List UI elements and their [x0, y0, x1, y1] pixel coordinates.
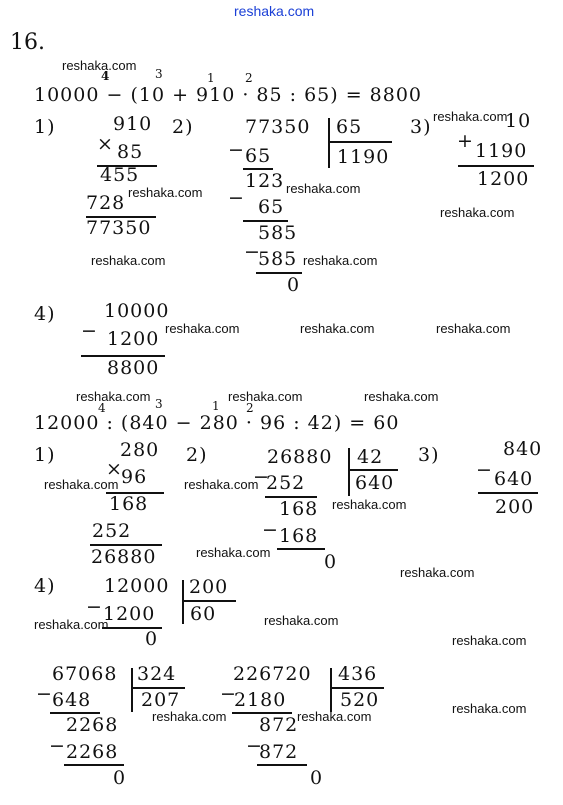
operand: 280 [120, 439, 160, 461]
difference: 8800 [107, 357, 160, 379]
partial-product: 455 [100, 164, 140, 186]
watermark: reshaka.com [152, 709, 227, 724]
minus-sign: − [228, 187, 245, 209]
watermark: reshaka.com [128, 185, 203, 200]
watermark: reshaka.com [228, 389, 303, 404]
division-row: 2268 [66, 714, 119, 736]
order-mark: 2 [246, 401, 254, 415]
divisor: 200 [189, 576, 229, 598]
operand: 10000 [104, 300, 170, 322]
divisor: 42 [357, 446, 384, 468]
watermark: reshaka.com [184, 477, 259, 492]
operand: 910 [113, 113, 153, 135]
order-mark: 3 [155, 67, 163, 81]
remainder: 0 [113, 767, 127, 789]
minus-sign: − [36, 683, 53, 705]
remainder: 0 [324, 551, 338, 573]
remainder: 0 [287, 274, 301, 296]
partial-product: 168 [109, 493, 149, 515]
minus-sign: − [81, 320, 98, 342]
operand: 640 [494, 468, 534, 490]
watermark: reshaka.com [264, 613, 339, 628]
division-row: 2180 [234, 689, 287, 711]
order-mark: 1 [212, 399, 220, 413]
operand: 1190 [475, 140, 528, 162]
plus-sign: + [457, 130, 474, 152]
difference: 200 [495, 496, 535, 518]
divisor: 324 [137, 663, 177, 685]
division-row: 252 [266, 472, 306, 494]
watermark: reshaka.com [76, 389, 151, 404]
expression: 12000 : (840 − 280 · 96 : 42) = 60 [34, 412, 400, 434]
watermark: reshaka.com [286, 181, 361, 196]
dividend: 67068 [52, 663, 118, 685]
operand: 96 [121, 466, 148, 488]
site-header[interactable]: reshaka.com [234, 3, 315, 19]
watermark: reshaka.com [452, 701, 527, 716]
minus-sign: − [86, 596, 103, 618]
division-row: 648 [52, 689, 92, 711]
division-row: 65 [258, 196, 285, 218]
division-row: 585 [258, 222, 298, 244]
remainder: 0 [310, 767, 324, 789]
order-mark: 2 [245, 71, 253, 85]
operand: 1200 [107, 328, 160, 350]
partial-product: 252 [92, 520, 132, 542]
minus-sign: − [244, 241, 261, 263]
minus-sign: − [228, 139, 245, 161]
times-sign: × [106, 458, 123, 480]
watermark: reshaka.com [452, 633, 527, 648]
step-label: 3) [418, 444, 440, 466]
operand: 10 [505, 110, 532, 132]
watermark: reshaka.com [300, 321, 375, 336]
watermark: reshaka.com [44, 477, 119, 492]
minus-sign: − [246, 735, 263, 757]
quotient: 520 [340, 689, 380, 711]
watermark: reshaka.com [297, 709, 372, 724]
minus-sign: − [262, 519, 279, 541]
problem-number: 16. [10, 30, 45, 55]
watermark: reshaka.com [91, 253, 166, 268]
step-label: 1) [34, 116, 56, 138]
division-row: 123 [245, 170, 285, 192]
dividend: 12000 [104, 575, 170, 597]
operand: 840 [503, 438, 543, 460]
quotient: 60 [190, 603, 217, 625]
divisor: 65 [336, 116, 363, 138]
dividend: 26880 [267, 446, 333, 468]
divisor: 436 [338, 663, 378, 685]
watermark: reshaka.com [332, 497, 407, 512]
step-label: 4) [34, 303, 56, 325]
division-row: 65 [245, 145, 272, 167]
division-row: 168 [279, 525, 319, 547]
step-label: 2) [186, 444, 208, 466]
division-row: 872 [259, 714, 299, 736]
watermark: reshaka.com [303, 253, 378, 268]
watermark: reshaka.com [364, 389, 439, 404]
watermark: reshaka.com [436, 321, 511, 336]
sum: 1200 [477, 168, 530, 190]
quotient: 640 [355, 472, 395, 494]
watermark: reshaka.com [196, 545, 271, 560]
dividend: 226720 [233, 663, 312, 685]
watermark: reshaka.com [433, 109, 508, 124]
division-row: 2268 [66, 741, 119, 763]
order-mark: 4 [101, 69, 110, 83]
watermark: reshaka.com [400, 565, 475, 580]
partial-product: 728 [86, 192, 126, 214]
minus-sign: − [476, 459, 493, 481]
watermark: reshaka.com [165, 321, 240, 336]
times-sign: × [97, 133, 114, 155]
step-label: 3) [410, 116, 432, 138]
quotient: 1190 [337, 146, 390, 168]
quotient: 207 [141, 689, 181, 711]
expression: 10000 − (10 + 910 · 85 : 65) = 8800 [34, 84, 423, 106]
step-label: 1) [34, 444, 56, 466]
division-row: 1200 [103, 603, 156, 625]
dividend: 77350 [245, 116, 311, 138]
order-mark: 3 [155, 397, 163, 411]
remainder: 0 [145, 628, 159, 650]
division-row: 168 [279, 498, 319, 520]
product: 26880 [91, 546, 157, 568]
order-mark: 4 [98, 401, 106, 415]
operand: 85 [117, 141, 144, 163]
product: 77350 [86, 217, 152, 239]
minus-sign: − [253, 466, 270, 488]
watermark: reshaka.com [34, 617, 109, 632]
minus-sign: − [220, 683, 237, 705]
division-row: 585 [258, 248, 298, 270]
minus-sign: − [49, 735, 66, 757]
step-label: 2) [172, 116, 194, 138]
watermark: reshaka.com [440, 205, 515, 220]
division-row: 872 [259, 741, 299, 763]
step-label: 4) [34, 575, 56, 597]
order-mark: 1 [207, 71, 215, 85]
watermark: reshaka.com [62, 58, 137, 73]
